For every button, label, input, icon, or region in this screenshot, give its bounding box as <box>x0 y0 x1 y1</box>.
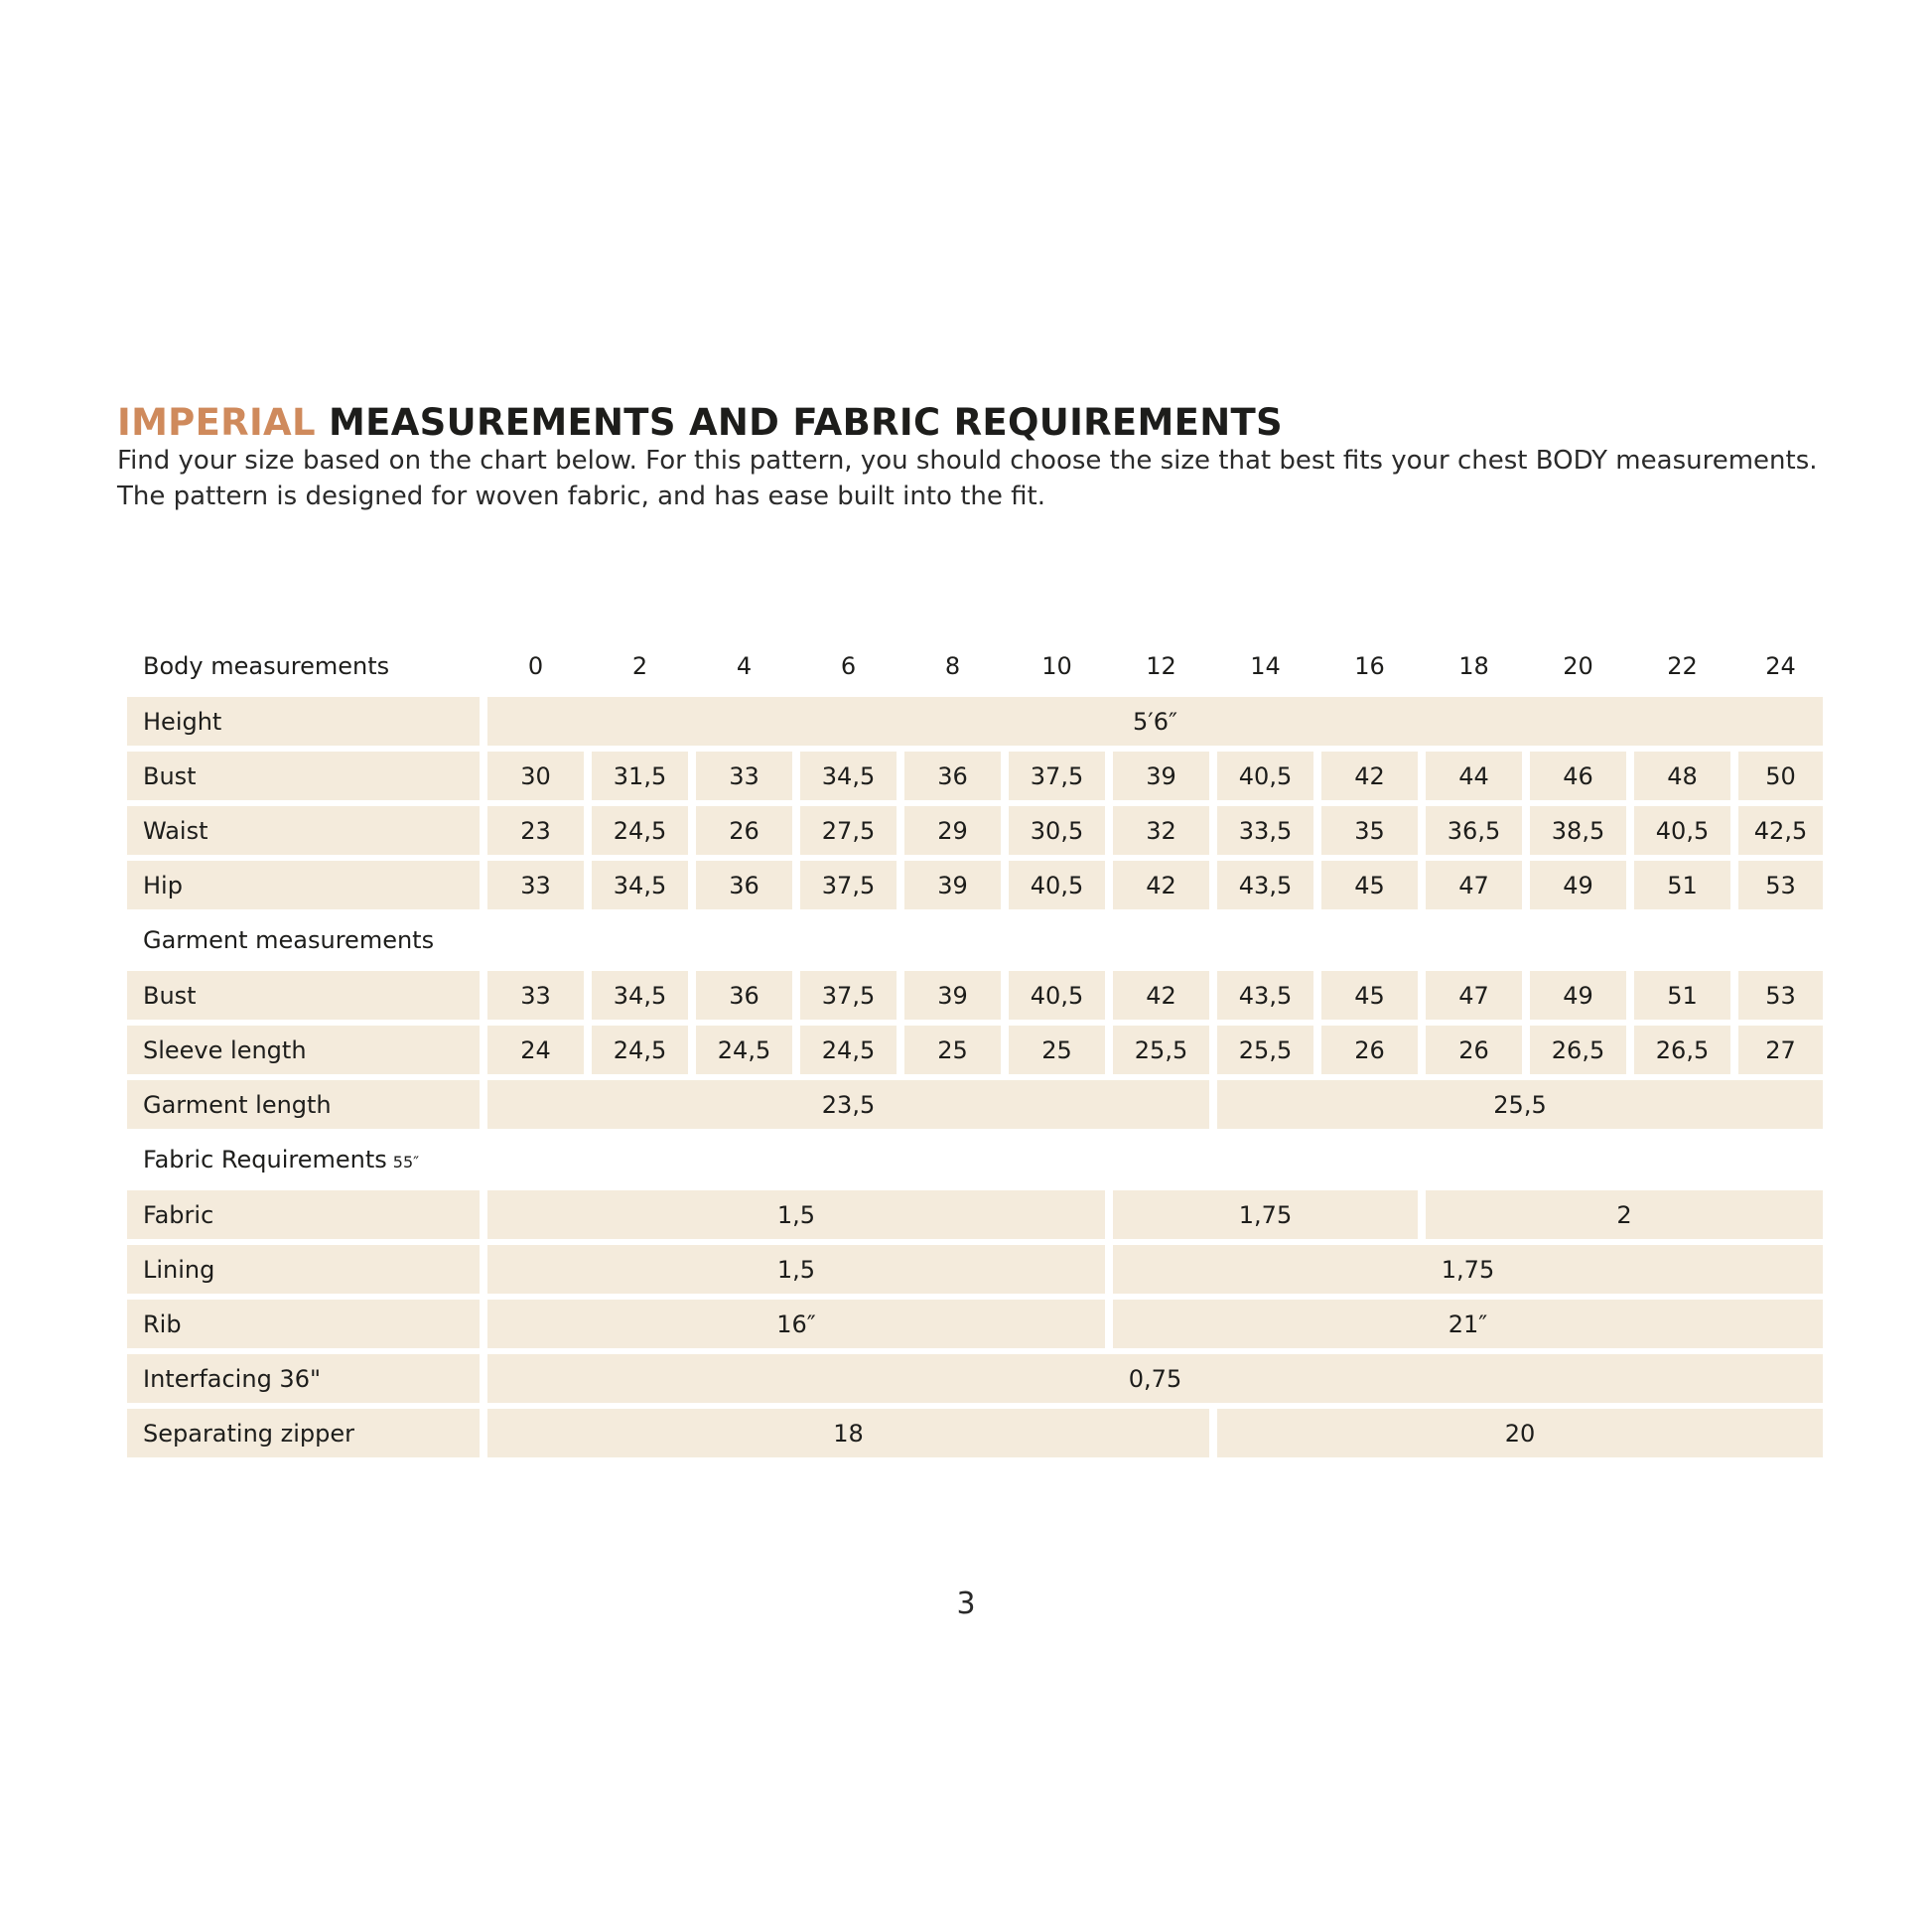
table-cell: 51 <box>1634 971 1730 1020</box>
row-label: Bust <box>127 752 480 800</box>
table-cell: 25 <box>1009 1026 1105 1074</box>
table-cell: 0,75 <box>487 1354 1823 1403</box>
size-header: 4 <box>736 652 753 680</box>
table-cell: 24,5 <box>800 1026 897 1074</box>
table-cell: 42,5 <box>1738 806 1823 855</box>
table-cell: 37,5 <box>1009 752 1105 800</box>
size-header: 14 <box>1250 652 1281 680</box>
table-cell: 33 <box>487 861 584 909</box>
table-cell: 1,75 <box>1113 1245 1823 1294</box>
page-title <box>117 401 1283 444</box>
fabric-requirements-heading <box>127 1135 1823 1184</box>
table-cell: 25,5 <box>1113 1026 1209 1074</box>
fabric-section-row <box>127 1135 1823 1184</box>
table-cell: 47 <box>1426 861 1522 909</box>
table-cell: 39 <box>904 861 1001 909</box>
table-cell: 16″ <box>487 1300 1105 1348</box>
table-cell: 29 <box>904 806 1001 855</box>
body-hip-row <box>127 861 1823 909</box>
table-cell: 26,5 <box>1634 1026 1730 1074</box>
table-cell: 25,5 <box>1217 1026 1313 1074</box>
body-bust-row <box>127 752 1823 800</box>
table-cell: 38,5 <box>1530 806 1626 855</box>
table-cell: 18 <box>487 1409 1209 1457</box>
row-label: Lining <box>127 1245 480 1294</box>
table-cell: 27,5 <box>800 806 897 855</box>
size-header: 22 <box>1667 652 1698 680</box>
table-cell: 23,5 <box>487 1080 1209 1129</box>
table-cell: 20 <box>1217 1409 1823 1457</box>
table-cell: 45 <box>1321 861 1418 909</box>
size-chart <box>119 635 1831 1463</box>
table-cell: 25,5 <box>1217 1080 1823 1129</box>
table-cell: 37,5 <box>800 971 897 1020</box>
row-label: Interfacing 36" <box>127 1354 480 1403</box>
row-label: Height <box>127 697 480 746</box>
title-accent: IMPERIAL <box>117 401 316 444</box>
table-cell: 40,5 <box>1634 806 1730 855</box>
table-cell: 25 <box>904 1026 1001 1074</box>
table-cell: 43,5 <box>1217 861 1313 909</box>
row-label: Hip <box>127 861 480 909</box>
table-cell: 33 <box>487 971 584 1020</box>
table-cell: 39 <box>1113 752 1209 800</box>
table-cell: 48 <box>1634 752 1730 800</box>
sleeve-length-row <box>127 1026 1823 1074</box>
table-cell: 24,5 <box>592 1026 688 1074</box>
title-rest: MEASUREMENTS AND FABRIC REQUIREMENTS <box>329 401 1283 444</box>
table-cell: 24,5 <box>696 1026 792 1074</box>
table-cell: 49 <box>1530 971 1626 1020</box>
table-cell: 26 <box>696 806 792 855</box>
table-cell: 49 <box>1530 861 1626 909</box>
table-cell: 35 <box>1321 806 1418 855</box>
table-cell: 34,5 <box>800 752 897 800</box>
height-value: 5′6″ <box>487 697 1823 746</box>
row-label: Rib <box>127 1300 480 1348</box>
fabric-row <box>127 1190 1823 1239</box>
lining-row <box>127 1245 1823 1294</box>
table-cell: 42 <box>1113 971 1209 1020</box>
size-header: 20 <box>1563 652 1593 680</box>
intro-text <box>117 443 1818 514</box>
table-cell: 46 <box>1530 752 1626 800</box>
body-waist-row <box>127 806 1823 855</box>
table-cell: 36 <box>904 752 1001 800</box>
zipper-row <box>127 1409 1823 1457</box>
table-cell: 23 <box>487 806 584 855</box>
table-cell: 40,5 <box>1009 971 1105 1020</box>
table-cell: 26 <box>1321 1026 1418 1074</box>
table-cell: 51 <box>1634 861 1730 909</box>
table-cell: 34,5 <box>592 971 688 1020</box>
table-cell: 33,5 <box>1217 806 1313 855</box>
table-cell: 45 <box>1321 971 1418 1020</box>
table-cell: 30 <box>487 752 584 800</box>
row-label: Garment length <box>127 1080 480 1129</box>
table-cell: 33 <box>696 752 792 800</box>
table-cell: 24 <box>487 1026 584 1074</box>
table-cell: 39 <box>904 971 1001 1020</box>
table-cell: 34,5 <box>592 861 688 909</box>
fabric-requirements-title: Fabric Requirements <box>143 1146 387 1173</box>
table-cell: 36,5 <box>1426 806 1522 855</box>
rib-row <box>127 1300 1823 1348</box>
table-cell: 42 <box>1321 752 1418 800</box>
table-cell: 1,5 <box>487 1190 1105 1239</box>
table-cell: 24,5 <box>592 806 688 855</box>
row-label: Bust <box>127 971 480 1020</box>
table-cell: 21″ <box>1113 1300 1823 1348</box>
table-cell: 32 <box>1113 806 1209 855</box>
table-cell: 26 <box>1426 1026 1522 1074</box>
size-header-row <box>127 641 1823 691</box>
table-cell: 47 <box>1426 971 1522 1020</box>
interfacing-row <box>127 1354 1823 1403</box>
size-header: 16 <box>1354 652 1385 680</box>
table-cell: 40,5 <box>1217 752 1313 800</box>
row-label: Separating zipper <box>127 1409 480 1457</box>
table-cell: 1,75 <box>1113 1190 1418 1239</box>
table-cell: 50 <box>1738 752 1823 800</box>
garment-length-row <box>127 1080 1823 1129</box>
page-number: 3 <box>956 1587 976 1621</box>
size-header: 8 <box>944 652 961 680</box>
table-cell: 40,5 <box>1009 861 1105 909</box>
size-header: 0 <box>527 652 544 680</box>
table-cell: 26,5 <box>1530 1026 1626 1074</box>
table-cell: 53 <box>1738 861 1823 909</box>
table-cell: 36 <box>696 861 792 909</box>
table-cell: 44 <box>1426 752 1522 800</box>
height-row <box>127 697 1823 746</box>
table-cell: 37,5 <box>800 861 897 909</box>
table-cell: 42 <box>1113 861 1209 909</box>
intro-line-2: The pattern is designed for woven fabric, and has ease built into the fit. <box>117 482 1045 511</box>
table-cell: 1,5 <box>487 1245 1105 1294</box>
body-measurements-heading: Body measurements <box>143 652 390 680</box>
table-cell: 2 <box>1426 1190 1823 1239</box>
table-cell: 53 <box>1738 971 1823 1020</box>
table-cell: 43,5 <box>1217 971 1313 1020</box>
garment-section-row <box>127 915 1823 965</box>
row-label: Waist <box>127 806 480 855</box>
garment-measurements-heading: Garment measurements <box>143 926 435 954</box>
table-cell: 27 <box>1738 1026 1823 1074</box>
table-cell: 36 <box>696 971 792 1020</box>
size-header: 6 <box>840 652 857 680</box>
table-cell: 30,5 <box>1009 806 1105 855</box>
garment-bust-row <box>127 971 1823 1020</box>
intro-line-1: Find your size based on the chart below. For this pattern, you should choose the size that best fits your chest BODY measurements. <box>117 446 1818 476</box>
table-cell: 31,5 <box>592 752 688 800</box>
size-header: 10 <box>1041 652 1072 680</box>
size-header: 12 <box>1146 652 1176 680</box>
size-header: 18 <box>1458 652 1489 680</box>
row-label: Sleeve length <box>127 1026 480 1074</box>
size-header: 2 <box>631 652 648 680</box>
size-header: 24 <box>1765 652 1796 680</box>
fabric-width-unit: 55″ <box>392 1153 420 1172</box>
row-label: Fabric <box>127 1190 480 1239</box>
